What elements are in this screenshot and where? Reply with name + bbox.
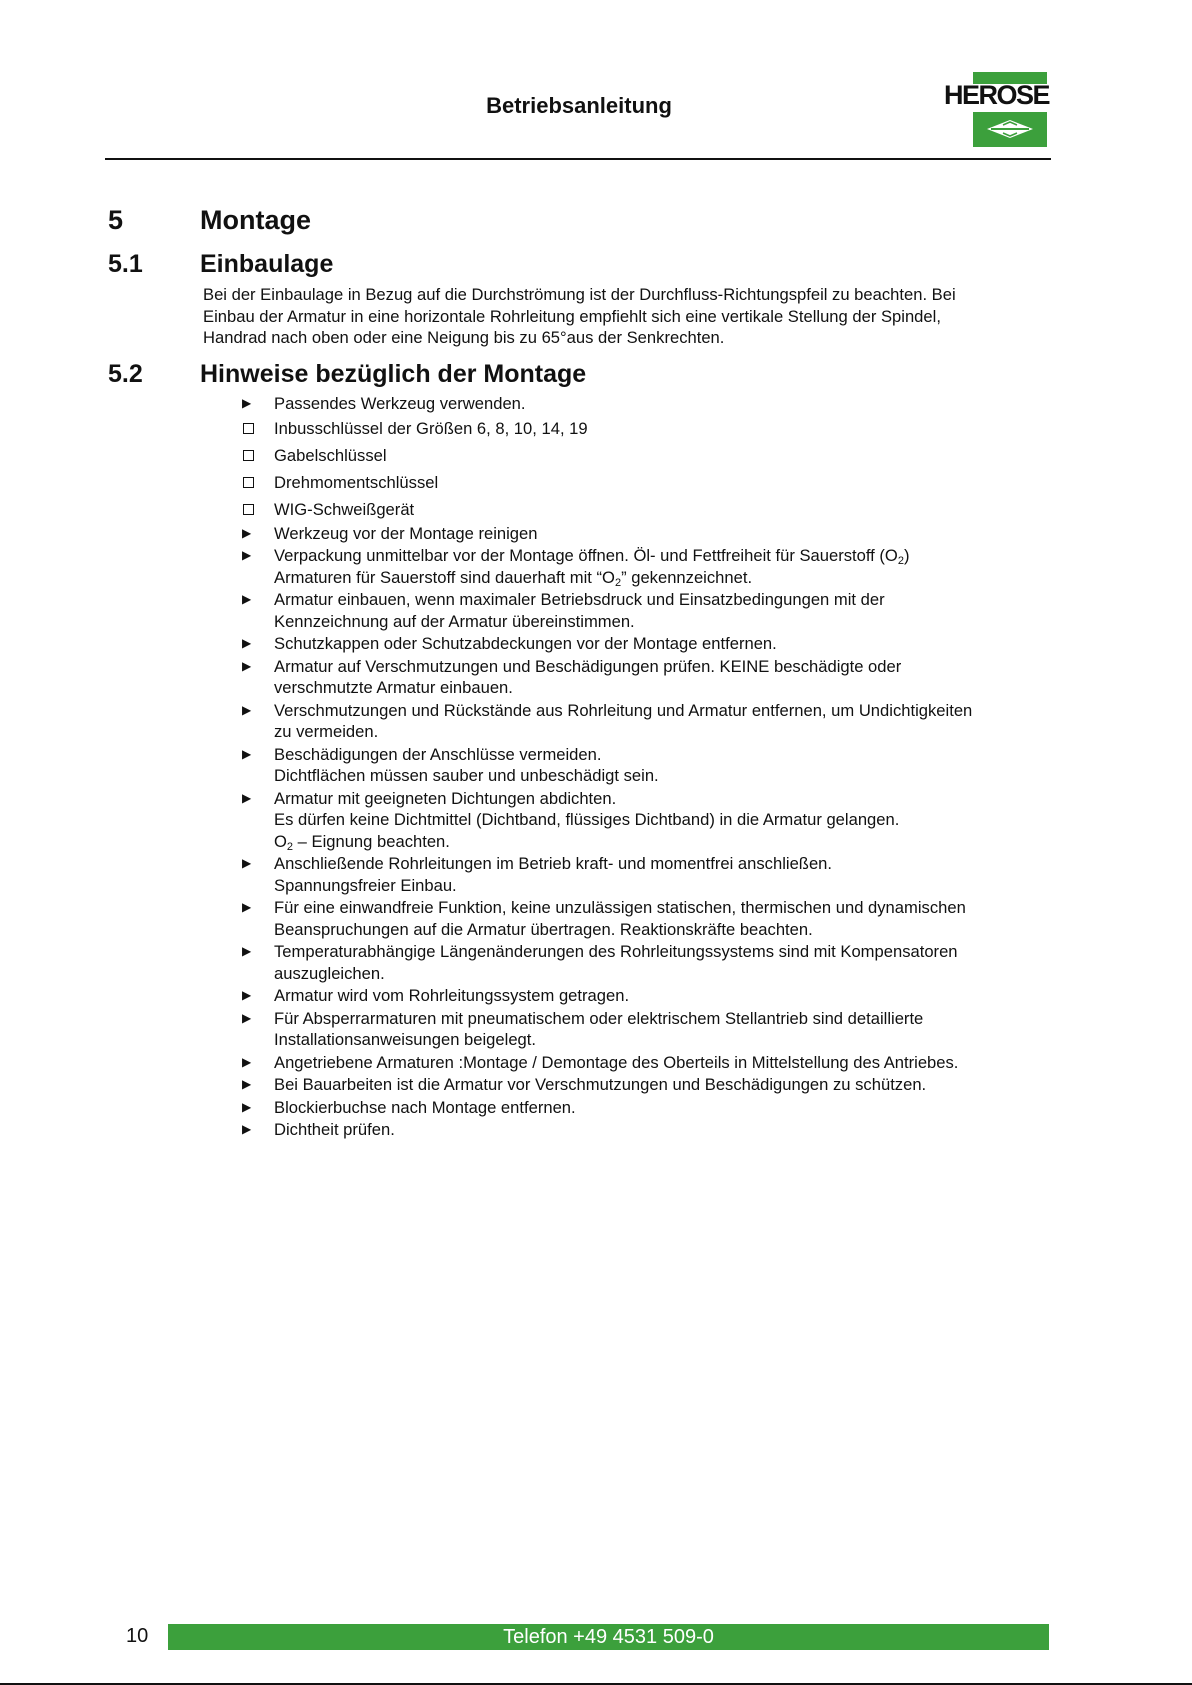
list-item: ▶ Armatur mit geeigneten Dichtungen abdichten. Es dürfen keine Dichtmittel (Dichtband, flüssiges Dichtband) in die Armatur gelangen. $O_2$ – Eignung beachten. [242, 788, 900, 853]
triangle-bullet-icon: ▶ [242, 1010, 252, 1025]
list-item: ▶ Bei Bauarbeiten ist die Armatur vor Verschmutzungen und Beschädigungen zu schützen. [242, 1075, 927, 1094]
list-item: ▶ Beschädigungen der Anschlüsse vermeiden. Dichtflächen müssen sauber und unbeschädigt sein. [242, 744, 659, 785]
logo-emblem [973, 112, 1047, 147]
triangle-bullet-icon: ▶ [242, 636, 252, 650]
triangle-bullet-icon: ▶ [242, 1077, 252, 1091]
triangle-bullet-icon: ▶ [242, 944, 252, 958]
subsection-number: 5.2 [108, 360, 143, 388]
list-item: ▶ Werkzeug vor der Montage reinigen [242, 523, 538, 543]
triangle-bullet-icon: ▶ [242, 1122, 252, 1136]
triangle-bullet-icon: ▶ [242, 900, 252, 914]
subsection-number: 5.1 [108, 250, 143, 278]
section-title: Montage [200, 205, 311, 235]
subsection-title: Hinweise bezüglich der Montage [200, 360, 587, 388]
checklist-item: Inbusschlüssel der Größen 6, 8, 10, 14, 19 [242, 418, 1042, 445]
footer-phone-bar: Telefon +49 4531 509-0 [168, 1624, 1049, 1650]
logo-text: HEROSE [943, 80, 1049, 110]
valve-emblem-icon [973, 112, 1047, 147]
triangle-bullet-icon: ▶ [242, 702, 252, 717]
section-number: 5 [108, 205, 124, 235]
list-item: ▶ Angetriebene Armaturen :Montage / Demontage des Oberteils in Mittelstellung des Antriebes. [242, 1052, 959, 1072]
herose-logo [933, 72, 1049, 147]
list-item: ▶ Schutzkappen oder Schutzabdeckungen vor der Montage entfernen. [242, 634, 777, 653]
subsection-title: Einbaulage [200, 250, 334, 278]
checklist-item: Gabelschlüssel [242, 445, 1042, 472]
list-item: ▶ Armatur auf Verschmutzungen und Beschädigungen prüfen. KEINE beschädigte oder verschmutzte Armatur einbauen. [242, 656, 902, 697]
montage-instructions-list [242, 393, 1042, 1142]
paragraph-line: Einbau der Armatur in eine horizontale Rohrleitung empfiehlt sich eine vertikale Stellung der Spindel, [203, 306, 941, 326]
list-item: ▶ Dichtheit prüfen. [242, 1120, 395, 1139]
triangle-bullet-icon: ▶ [242, 856, 252, 870]
paragraph-line: Handrad nach oben oder eine Neigung bis zu 65°aus der Senkrechten. [203, 328, 725, 347]
header-rule [105, 158, 1051, 160]
triangle-bullet-icon: ▶ [242, 525, 252, 540]
checklist-item: WIG-Schweißgerät [242, 499, 1042, 521]
triangle-bullet-icon: ▶ [242, 1099, 252, 1114]
checkbox-icon [243, 504, 254, 515]
list-item: ▶ Verpackung unmittelbar vor der Montage öffnen. Öl- und Fettfreiheit für Sauerstoff $(O_2)$ Armaturen für Sauerstoff sind dauerhaft mit “$O_2$” gekennzeichnet. [242, 546, 910, 589]
paragraph-line: Bei der Einbaulage in Bezug auf die Durchströmung ist der Durchfluss-Richtungspfeil zu beachten. Bei [203, 285, 956, 304]
checkbox-icon [243, 450, 254, 461]
checkbox-icon [243, 423, 254, 434]
list-item: ▶ Armatur einbauen, wenn maximaler Betriebsdruck und Einsatzbedingungen mit der Kennzeichnung auf der Armatur übereinstimmen. [242, 590, 885, 631]
list-item: ▶ Armatur wird vom Rohrleitungssystem getragen. [242, 986, 630, 1005]
triangle-bullet-icon: ▶ [242, 1054, 252, 1069]
triangle-bullet-icon: ▶ [242, 548, 252, 562]
list-item: ▶ Passendes Werkzeug verwenden. [242, 394, 526, 413]
triangle-bullet-icon: ▶ [242, 592, 252, 606]
triangle-bullet-icon: ▶ [242, 658, 252, 673]
document-title: Betriebsanleitung [486, 93, 672, 118]
triangle-bullet-icon: ▶ [242, 988, 252, 1002]
list-item: ▶ Blockierbuchse nach Montage entfernen. [242, 1097, 576, 1117]
checkbox-icon [243, 477, 254, 488]
list-item: ▶ Für Absperrarmaturen mit pneumatischem oder elektrischem Stellantrieb sind detaillierte Installationsanweisungen beigelegt. [242, 1008, 924, 1049]
list-item: ▶ Temperaturabhängige Längenänderungen des Rohrleitungssystems sind mit Kompensatoren auszugleichen. [242, 942, 958, 983]
page-number: 10 [126, 1625, 149, 1647]
einbaulage-paragraph [203, 284, 1043, 349]
checklist-item: Drehmomentschlüssel [242, 472, 1042, 499]
list-item: ▶ Anschließende Rohrleitungen im Betrieb kraft- und momentfrei anschließen. Spannungsfreier Einbau. [242, 854, 833, 895]
triangle-bullet-icon: ▶ [242, 396, 252, 410]
triangle-bullet-icon: ▶ [242, 790, 252, 805]
tool-checklist [242, 418, 1042, 521]
list-item: ▶ Verschmutzungen und Rückstände aus Rohrleitung und Armatur entfernen, um Undichtigkeiten zu vermeiden. [242, 700, 973, 741]
triangle-bullet-icon: ▶ [242, 746, 252, 761]
list-item: ▶ Für eine einwandfreie Funktion, keine unzulässigen statischen, thermischen und dynamischen Beanspruchungen auf die Armatur übertragen. Reaktionskräfte beachten. [242, 898, 966, 939]
